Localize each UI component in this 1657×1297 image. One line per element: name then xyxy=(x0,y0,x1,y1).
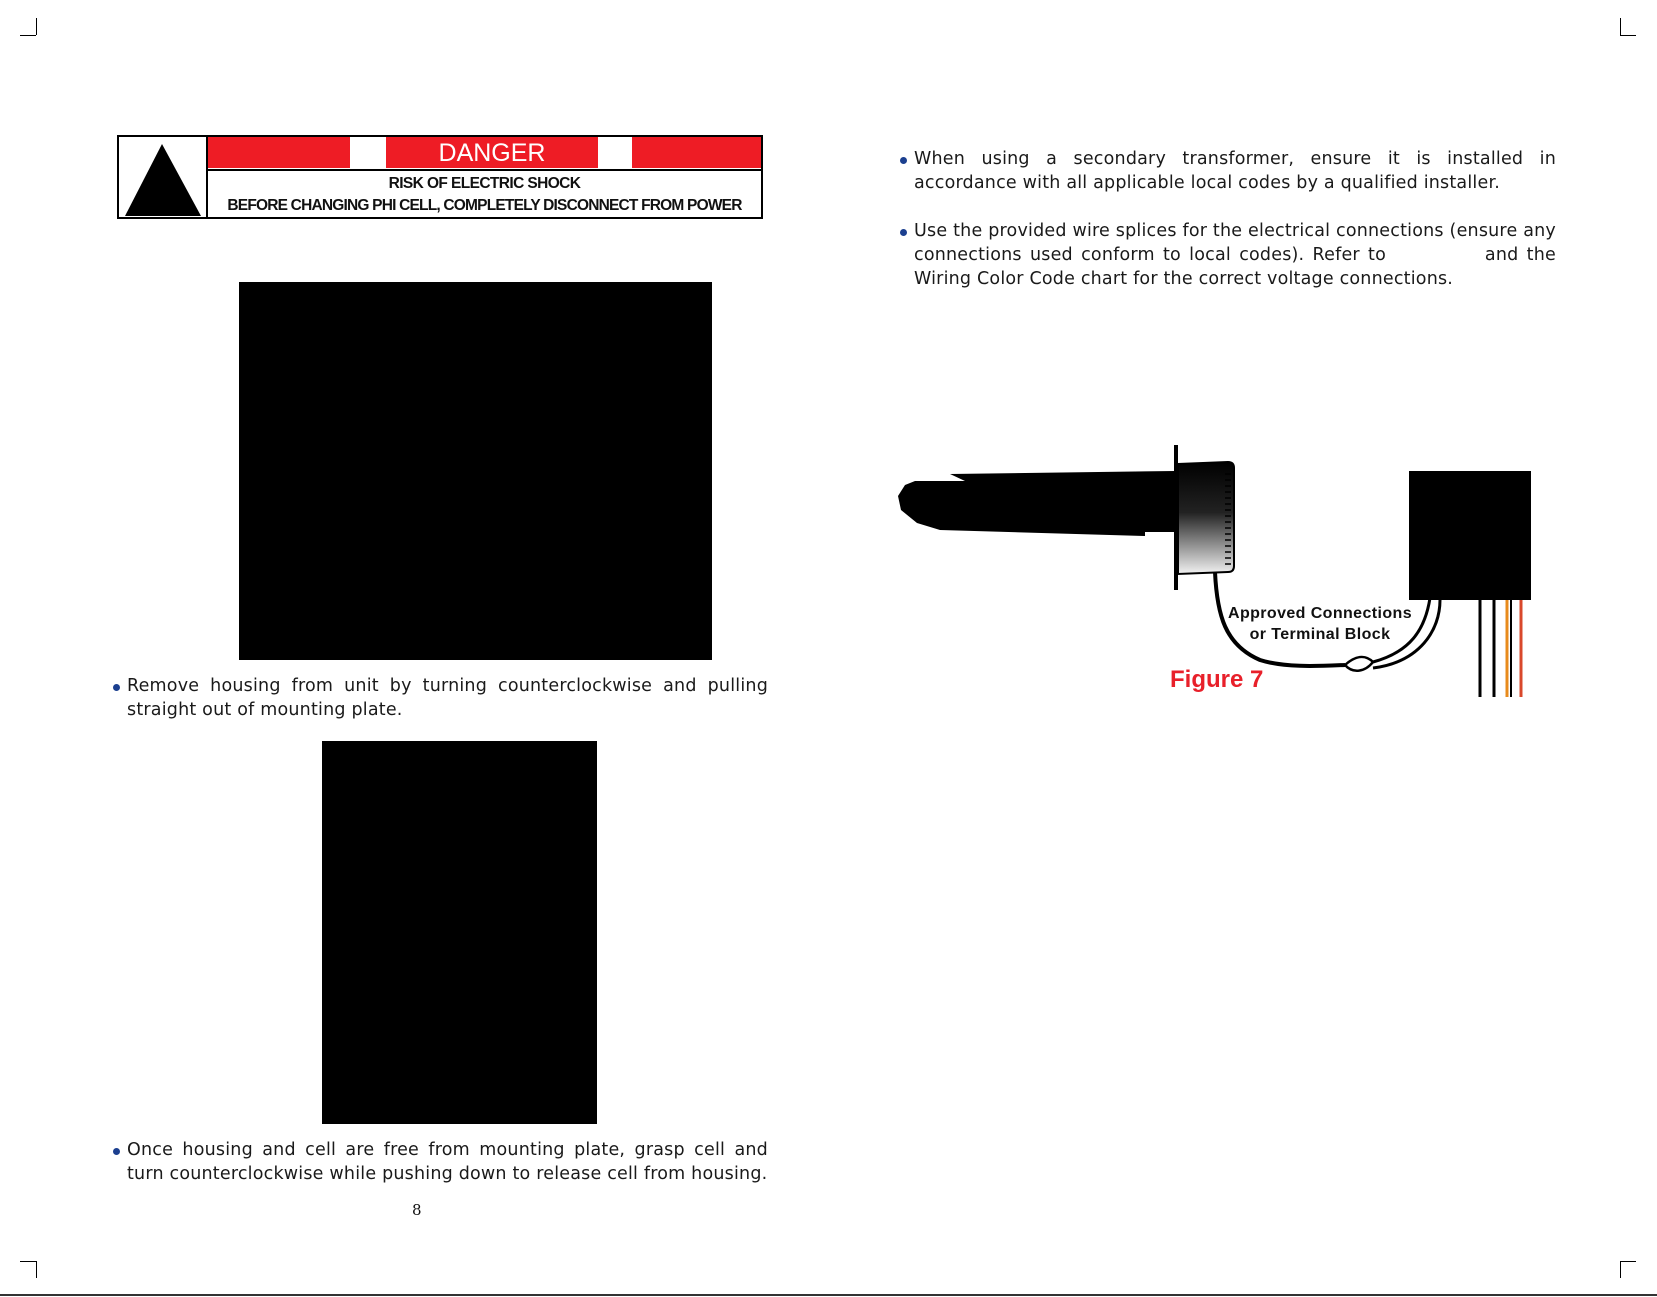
danger-divider xyxy=(208,169,761,171)
crop-mark xyxy=(36,18,37,35)
bullet-text: Use the provided wire splices for the electrical connections (ensure any connections used conform to local codes). Refer to and the Wiring Color Code chart for the correct voltage connections. xyxy=(914,221,1562,289)
cell-photo xyxy=(322,741,597,1124)
crop-mark xyxy=(20,35,36,36)
fixture-arm xyxy=(898,471,1175,536)
bullet-dot xyxy=(900,229,907,236)
crop-mark xyxy=(20,1261,36,1262)
bullet-remove-housing xyxy=(127,674,768,722)
wire-splice xyxy=(1345,657,1373,671)
warning-triangle-icon xyxy=(119,137,206,217)
bullet-wire-splices xyxy=(914,219,1562,291)
danger-title: DANGER xyxy=(438,139,546,167)
bullet-dot xyxy=(113,684,120,691)
crop-mark xyxy=(36,1261,37,1278)
bullet-dot xyxy=(900,157,907,164)
danger-subtitle: RISK OF ELECTRIC SHOCK xyxy=(388,175,581,192)
transformer-box xyxy=(1409,471,1531,600)
danger-red-bar-left xyxy=(208,137,350,168)
bullet-release-cell xyxy=(127,1138,768,1186)
crop-mark xyxy=(1620,35,1636,36)
bullet-dot xyxy=(113,1148,120,1155)
danger-red-bar-right xyxy=(632,137,761,168)
danger-warning: BEFORE CHANGING PHI CELL, COMPLETELY DISCONNECT FROM POWER xyxy=(227,197,742,214)
crop-mark xyxy=(1620,18,1621,35)
page-number: 8 xyxy=(412,1201,422,1219)
bullet-secondary-transformer xyxy=(914,147,1556,195)
diagram-label-approved: Approved Connections xyxy=(1227,605,1412,622)
figure-caption: Figure 7 xyxy=(1170,666,1264,693)
bullet-text: Remove housing from unit by turning counterclockwise and pulling straight out of mounting plate. xyxy=(127,676,768,720)
bottom-rule xyxy=(0,1294,1657,1296)
housing-photo xyxy=(239,282,712,660)
danger-icon-cell xyxy=(119,137,208,217)
crop-mark xyxy=(1620,1261,1621,1278)
photocell-housing xyxy=(1178,462,1234,574)
bullet-text: When using a secondary transformer, ensure it is installed in accordance with all applicable local codes by a qualified installer. xyxy=(914,149,1556,193)
diagram-label-terminal: or Terminal Block xyxy=(1249,626,1391,643)
danger-label xyxy=(117,135,763,219)
bullet-text: Once housing and cell are free from mounting plate, grasp cell and turn counterclockwise while pushing down to release cell from housing. xyxy=(127,1140,768,1184)
crop-mark xyxy=(1620,1261,1636,1262)
